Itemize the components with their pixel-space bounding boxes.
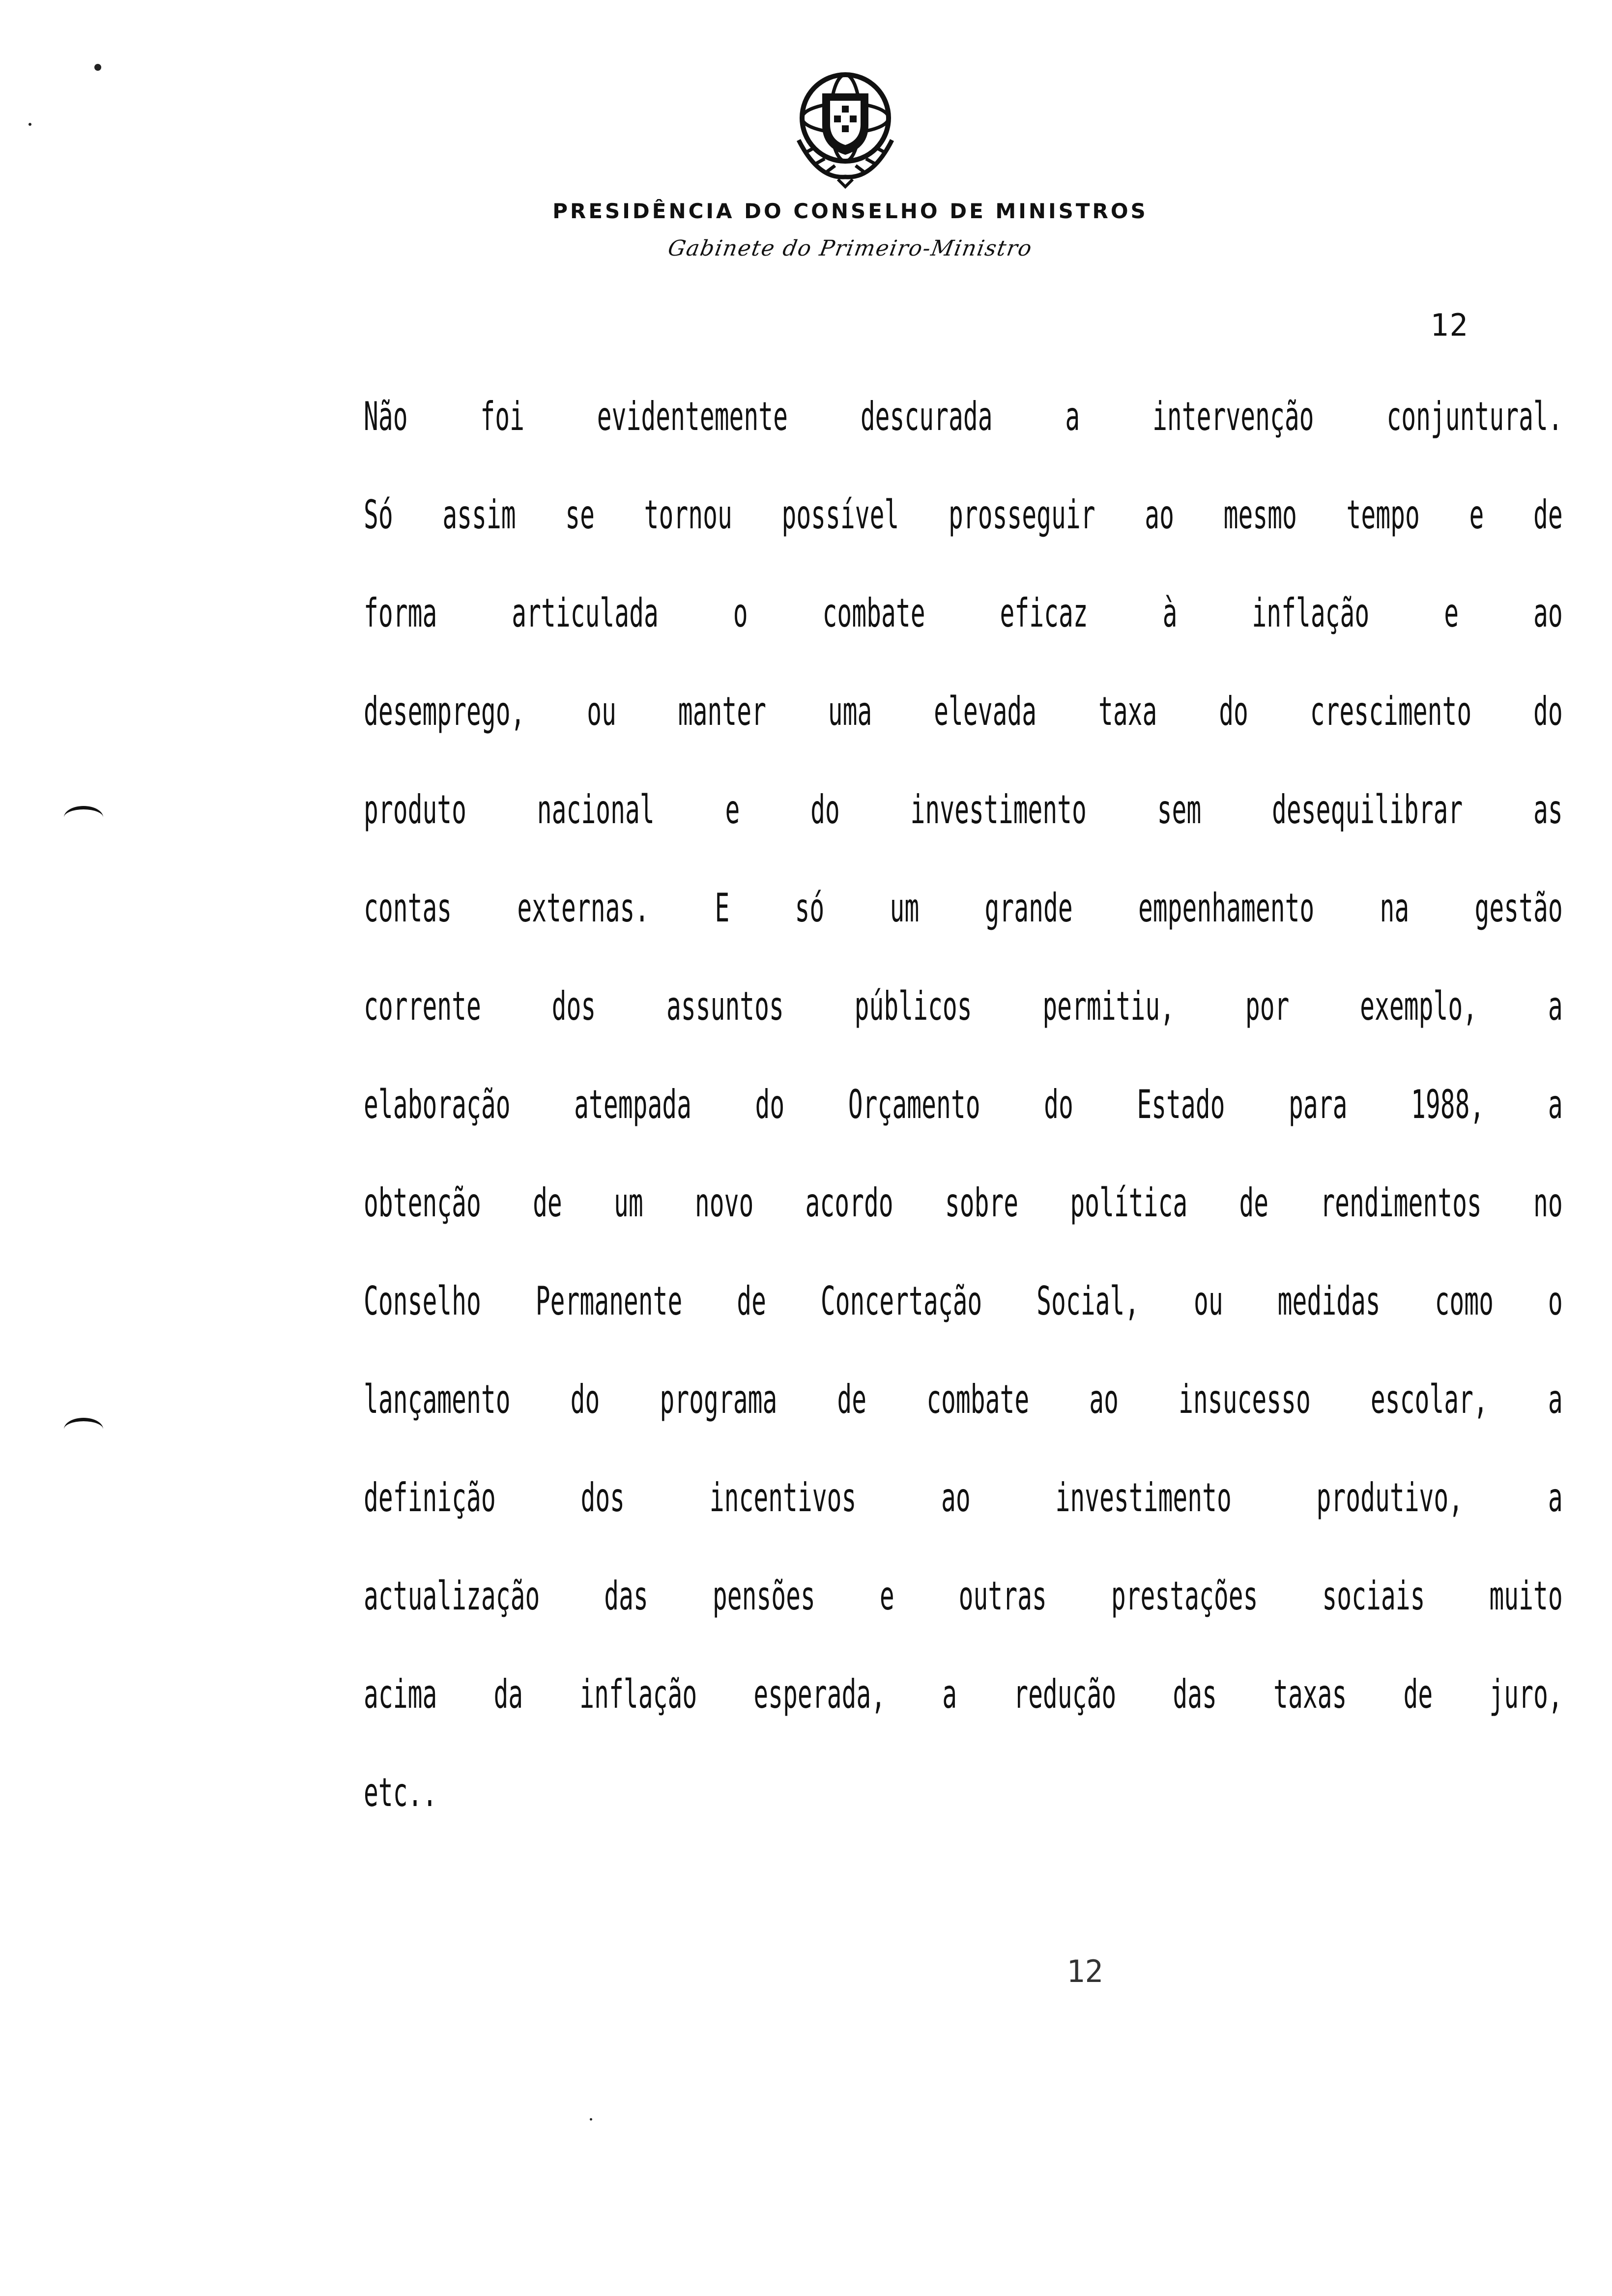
paragraph-line: Não foi evidentemente descurada a intervenção conjuntural. — [364, 394, 1563, 439]
paragraph-line: corrente dos assuntos públicos permitiu, por exemplo, a — [364, 983, 1563, 1029]
coat-of-arms-icon — [779, 66, 912, 189]
paragraph-line: etc.. — [364, 1770, 437, 1815]
office-name: Gabinete do Primeiro-Ministro — [666, 236, 1035, 261]
paragraph-line: Conselho Permanente de Concertação Social, ou medidas como o — [364, 1278, 1563, 1324]
paragraph-line: produto nacional e do investimento sem desequilibrar as — [364, 787, 1563, 832]
scan-mark — [64, 1418, 103, 1441]
paragraph-line: Só assim se tornou possível prosseguir ao mesmo tempo e de — [364, 492, 1563, 538]
body-paragraph — [364, 394, 1563, 1871]
paragraph-line: desemprego, ou manter uma elevada taxa do crescimento do — [364, 689, 1563, 734]
paragraph-line: actualização das pensões e outras prestações sociais muito — [364, 1573, 1563, 1619]
paragraph-line: acima da inflação esperada, a redução das taxas de juro, — [364, 1671, 1563, 1717]
page-footer-number: 12 — [1066, 1953, 1103, 1989]
paragraph-line: contas externas. E só um grande empenhamento na gestão — [364, 885, 1563, 931]
scan-mark — [64, 806, 103, 829]
scan-speck — [590, 2118, 592, 2121]
paragraph-line: obtenção de um novo acordo sobre política de rendimentos no — [364, 1180, 1563, 1226]
scan-speck — [29, 123, 31, 126]
paragraph-line: forma articulada o combate eficaz à inflação e ao — [364, 590, 1563, 636]
letterhead — [0, 0, 1612, 295]
paragraph-line: elaboração atempada do Orçamento do Estado para 1988, a — [364, 1082, 1563, 1127]
institution-name: PRESIDÊNCIA DO CONSELHO DE MINISTROS — [552, 199, 1148, 223]
paragraph-line: definição dos incentivos ao investimento produtivo, a — [364, 1475, 1563, 1521]
page-number: 12 — [1430, 307, 1469, 343]
paragraph-line: lançamento do programa de combate ao insucesso escolar, a — [364, 1377, 1563, 1422]
scan-speck — [94, 64, 101, 71]
